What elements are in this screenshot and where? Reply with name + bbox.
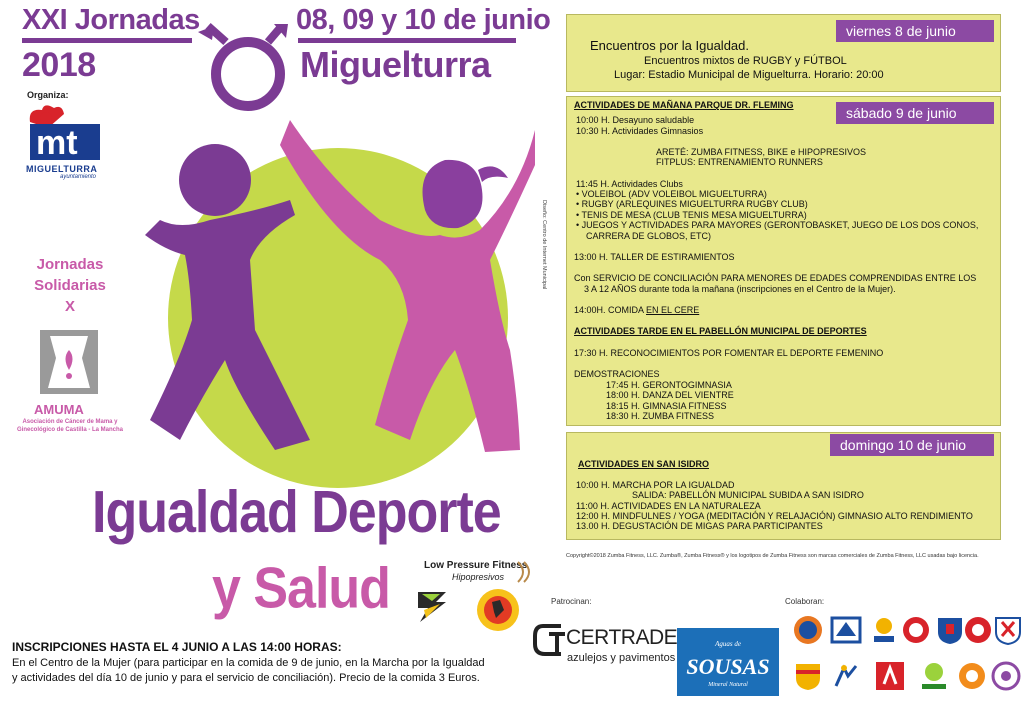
collaborator-logo-icon xyxy=(990,660,1022,692)
gender-equality-icon xyxy=(198,24,288,106)
lpf-title: Low Pressure Fitness xyxy=(424,560,528,571)
morning-title: ACTIVIDADES DE MAÑANA PARQUE DR. FLEMING xyxy=(574,100,794,110)
sousas-name: SOUSAS xyxy=(686,654,770,679)
friday-line: Lugar: Estadio Municipal de Miguelturra. Horario: 20:00 xyxy=(614,69,884,81)
day-badge-saturday: sábado 9 de junio xyxy=(836,102,994,124)
amuma-logo-icon xyxy=(38,328,100,396)
municipality-name: MIGUELTURRA xyxy=(26,164,98,174)
lunch-place: EN EL CERE xyxy=(646,305,700,315)
solidarias-line: X xyxy=(64,298,75,315)
saturday-line xyxy=(574,305,699,315)
day-badge-sunday: domingo 10 de junio xyxy=(830,434,994,456)
day-badge-friday: viernes 8 de junio xyxy=(836,20,994,42)
collaborator-logo-icon xyxy=(792,660,824,692)
lpf-wave-icon xyxy=(514,560,536,584)
friday-line: Encuentros mixtos de RUGBY y FÚTBOL xyxy=(644,55,847,67)
main-title-line2: y Salud xyxy=(212,557,390,621)
saturday-line: • VOLEIBOL (ADV VOLEIBOL MIGUELTURRA) xyxy=(576,189,767,199)
lpf-subtitle: Hipopresivos xyxy=(452,572,505,582)
mt-logo-icon xyxy=(26,104,102,162)
sunday-line: SALIDA: PABELLÓN MUNICIPAL SUBIDA A SAN ISIDRO xyxy=(632,490,864,500)
sunday-line: 12:00 H. MINDFULNES / YOGA (MEDITACIÓN Y RELAJACIÓN) GIMNASIO ALTO RENDIMIENTO xyxy=(576,511,973,521)
friday-line: Encuentros por la Igualdad. xyxy=(590,38,749,53)
carrera-logo-icon xyxy=(470,588,526,632)
collaborator-logo-icon xyxy=(830,614,862,646)
saturday-line: 13:00 H. TALLER DE ESTIRAMIENTOS xyxy=(574,252,735,262)
sunday-line: 13.00 H. DEGUSTACIÓN DE MIGAS PARA PARTICIPANTES xyxy=(576,521,823,531)
edition-title: XXI Jornadas xyxy=(22,4,200,36)
organiza-label: Organiza: xyxy=(27,90,69,100)
collaborator-logo-icon xyxy=(830,660,862,692)
svg-text:mt: mt xyxy=(36,124,78,162)
copyright-note: Copyright©2018 Zumba Fitness, LLC. Zumba®, Zumba Fitness® y los logotipos de Zumba Fitness son marcas comerciales de Zumba Fitness, LLC usadas bajo licencia. xyxy=(566,553,979,559)
lunch-time: 14:00H. COMIDA xyxy=(574,305,647,315)
solidarias-line: Jornadas xyxy=(36,256,104,273)
saturday-line: DEMOSTRACIONES xyxy=(574,369,660,379)
saturday-line: Con SERVICIO DE CONCILIACIÓN PARA MENORES DE EDADES COMPRENDIDAS ENTRE LOS xyxy=(574,273,977,283)
saturday-line: ARETÉ: ZUMBA FITNESS, BIKE e HIPOPRESIVOS xyxy=(656,147,867,157)
saturday-line: • JUEGOS Y ACTIVIDADES PARA MAYORES (GERONTOBASKET, JUEGO DE LOS DOS CONOS, xyxy=(576,220,979,230)
sunday-line: 11:00 H. ACTIVIDADES EN LA NATURALEZA xyxy=(576,501,761,511)
collaborator-logo-icon xyxy=(874,660,906,692)
inscriptions-line: En el Centro de la Mujer (para participar en la comida de 9 de junio, en la Marcha por la Igualdad xyxy=(12,657,485,669)
saturday-line: 18:00 H. DANZA DEL VIENTRE xyxy=(606,390,734,400)
saturday-line: 17:45 H. GERONTOGIMNASIA xyxy=(606,380,732,390)
inscriptions-title: INSCRIPCIONES HASTA EL 4 JUNIO A LAS 14:00 HORAS: xyxy=(12,640,342,654)
municipality-sub: ayuntamiento xyxy=(60,174,97,180)
sponsors-label: Patrocinan: xyxy=(551,597,592,606)
saturday-line: 10:00 H. Desayuno saludable xyxy=(576,115,695,125)
saturday-line: 18:30 H. ZUMBA FITNESS xyxy=(606,411,715,421)
collaborator-logo-icon xyxy=(792,614,824,646)
city-title: Miguelturra xyxy=(300,44,491,85)
solidarias-label xyxy=(30,254,110,317)
inscriptions-line: y actividades del día 10 de junio y para el servicio de conciliación). Precio de la comida 3 Euros. xyxy=(12,672,480,684)
hero-illustration xyxy=(140,20,535,495)
certrade-subtitle: azulejos y pavimentos xyxy=(567,652,676,664)
afternoon-title: ACTIVIDADES TARDE EN EL PABELLÓN MUNICIPAL DE DEPORTES xyxy=(574,326,867,336)
sunday-line: 10:00 H. MARCHA POR LA IGUALDAD xyxy=(576,480,735,490)
design-credit: Diseño: Centro de Internet Municipal xyxy=(541,200,547,290)
collaborator-logo-icon xyxy=(868,614,900,646)
saturday-line: CARRERA DE GLOBOS, ETC) xyxy=(586,231,712,241)
amuma-description: Asociación de Cáncer de Mama y Ginecológico de Castilla - La Mancha xyxy=(16,419,124,433)
event-dates: 08, 09 y 10 de junio xyxy=(296,4,551,36)
certrade-logo-icon xyxy=(533,622,567,656)
saturday-line: • TENIS DE MESA (CLUB TENIS MESA MIGUELTURRA) xyxy=(576,210,807,220)
collaborators-label: Colaboran: xyxy=(785,597,825,606)
saturday-line: 3 A 12 AÑOS durante toda la mañana (inscripciones en el Centro de la Mujer). xyxy=(584,284,896,294)
saturday-line: FITPLUS: ENTRENAMIENTO RUNNERS xyxy=(656,157,823,167)
saturday-line: 10:30 H. Actividades Gimnasios xyxy=(576,126,704,136)
collaborator-logo-icon xyxy=(956,660,988,692)
saturday-line: 11:45 H. Actividades Clubs xyxy=(576,179,683,189)
sousas-logo-icon xyxy=(677,628,779,696)
collaborator-logo-icon xyxy=(918,660,950,692)
collaborator-logo-icon xyxy=(992,614,1024,646)
certrade-name: CERTRADE xyxy=(566,626,678,649)
main-title-line1: Igualdad Deporte xyxy=(92,479,501,546)
collaborator-logo-icon xyxy=(962,614,994,646)
zumba-icon xyxy=(410,588,454,628)
saturday-line: • RUGBY (ARLEQUINES MIGUELTURRA RUGBY CLUB) xyxy=(576,199,808,209)
collaborator-logo-icon xyxy=(900,614,932,646)
sousas-top: Aguas de xyxy=(715,640,741,648)
amuma-name: AMUMA xyxy=(34,402,84,417)
solidarias-line: Solidarias xyxy=(34,277,106,294)
year-title: 2018 xyxy=(22,46,96,84)
sunday-title: ACTIVIDADES EN SAN ISIDRO xyxy=(578,459,710,469)
saturday-line: 17:30 H. RECONOCIMIENTOS POR FOMENTAR EL DEPORTE FEMENINO xyxy=(574,348,884,358)
saturday-line: 18:15 H. GIMNASIA FITNESS xyxy=(606,401,727,411)
sousas-subtitle: Mineral Natural xyxy=(708,682,748,688)
